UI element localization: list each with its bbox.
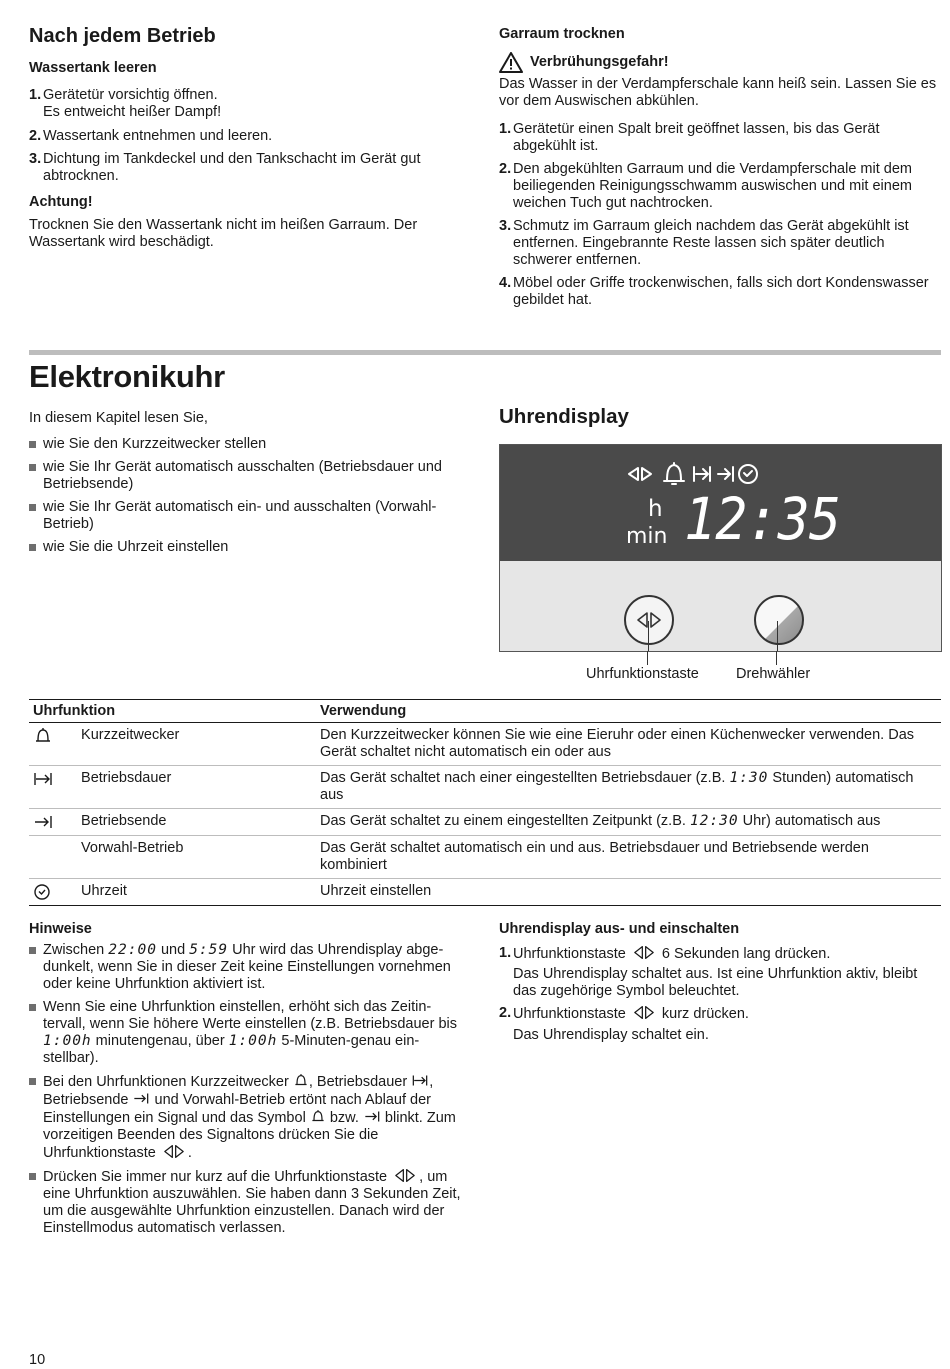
leader-line-left — [648, 621, 649, 651]
hint-text: 5-Minuten-genau einstellbar). — [43, 1033, 420, 1066]
rotary-selector-knob[interactable] — [754, 595, 804, 645]
page-number: 10 — [29, 1352, 46, 1368]
clock-function-table-wrap — [29, 699, 941, 906]
step-item — [499, 945, 939, 1000]
bullet-text: wie Sie den Kurzzeitwecker stellen — [43, 436, 267, 452]
hint-text: blinkt. Zum vorzeitigen Beenden des Signaltons drücken Sie die Uhrfunktionstaste — [43, 1110, 456, 1161]
hinweise-section — [29, 921, 469, 1243]
bullet-text: wie Sie die Uhrzeit einstellen — [43, 539, 229, 555]
left-top-section — [29, 24, 469, 251]
function-name: Betriebsende — [81, 813, 167, 829]
clock-function-arrows-icon — [630, 945, 658, 960]
step-text: Gerätetür vorsichtig öffnen. — [43, 87, 218, 103]
table-header-row — [29, 700, 941, 723]
step-text: Uhrfunktionstaste — [513, 1006, 630, 1022]
hint-text: . — [187, 1145, 192, 1161]
caution-text: Trocknen Sie den Wassertank nicht im heißen Garraum. Der Wassertank wird beschädigt. — [29, 217, 418, 250]
hint-text: Uhr wird das Uhrendisplay abgedunkelt, wenn Sie in dieser Zeit keine Einstellungen vornehmen oder keine Uhrfunktion aktiviert ist. — [43, 942, 451, 992]
hint-text: und Vorwahl-Betrieb ertönt nach Ablauf der Einstellungen ein Signal und das Symbol — [43, 1092, 431, 1126]
square-bullet-icon — [29, 947, 36, 954]
table-header-uhrfunktion: Uhrfunktion — [29, 700, 316, 723]
square-bullet-icon — [29, 1078, 36, 1085]
warning-heading — [499, 52, 939, 73]
bullet-item — [29, 436, 469, 453]
step-number: 4. — [499, 275, 512, 291]
segment-time-value: 1:00h — [43, 1033, 92, 1049]
leader-line-left-ext — [647, 651, 648, 665]
garraum-steps — [499, 121, 939, 309]
table-row — [29, 879, 941, 906]
display-section-title: Uhrendisplay — [499, 405, 629, 428]
step-number: 2. — [29, 128, 42, 144]
segment-time-value: 5:59 — [189, 942, 229, 958]
square-bullet-icon — [29, 1173, 36, 1180]
desc-part: Das Gerät schaltet zu einem eingestellten Zeitpunkt (z.B. — [320, 813, 690, 829]
hint-text: , Betriebsdauer — [308, 1074, 412, 1090]
display-onoff-steps — [499, 945, 939, 1044]
function-description: Das Gerät schaltet automatisch ein und aus. Betriebsdauer und Betriebsende werden kombiniert — [316, 836, 941, 879]
display-onoff-section — [499, 921, 939, 1050]
hint-text: und — [156, 942, 190, 958]
leader-line-right — [777, 621, 778, 651]
table-header-verwendung: Verwendung — [316, 700, 941, 723]
duration-icon — [411, 1073, 429, 1088]
clock-function-button[interactable] — [624, 595, 674, 645]
step-number: 1. — [499, 945, 512, 961]
step-item — [499, 161, 939, 212]
step-text: Schmutz im Garraum gleich nachdem das Gerät abgekühlt ist entfernen. Eingebrannte Reste lassen sich später deutlich schwerer entfernen. — [513, 218, 909, 268]
step-number: 3. — [29, 151, 42, 167]
wassertank-steps — [29, 87, 469, 185]
function-name: Kurzzeitwecker — [81, 727, 180, 743]
function-cell — [29, 766, 316, 809]
warning-triangle-icon — [499, 52, 523, 73]
warning-title: Verbrühungsgefahr! — [530, 54, 669, 70]
step-number: 1. — [29, 87, 42, 103]
hint-item — [29, 942, 469, 993]
bullet-text: wie Sie Ihr Gerät automatisch ausschalten (Betriebsdauer und Betriebsende) — [43, 459, 442, 492]
chapter-intro — [29, 410, 469, 562]
function-description: Den Kurzzeitwecker können Sie wie eine Eieruhr oder einen Küchenwecker verwenden. Das Gerät schaltet nicht automatisch ein oder aus — [316, 723, 941, 766]
step-item — [29, 128, 469, 145]
square-bullet-icon — [29, 464, 36, 471]
bullet-text: wie Sie Ihr Gerät automatisch ein- und ausschalten (Vorwahl-Betrieb) — [43, 499, 437, 532]
function-name: Uhrzeit — [81, 883, 127, 899]
hint-text: , Betriebsende — [43, 1074, 434, 1108]
hint-text: bzw. — [325, 1110, 363, 1126]
function-description: Uhrzeit einstellen — [316, 879, 941, 906]
step-item — [499, 275, 939, 309]
hint-item — [29, 999, 469, 1067]
function-cell — [29, 836, 316, 879]
display-unit-min: min — [626, 524, 668, 549]
chapter-rule — [29, 350, 941, 355]
clock-icon — [33, 883, 53, 901]
step-note: Das Uhrendisplay schaltet aus. Ist eine Uhrfunktion aktiv, bleibt das zugehörige Symbol beleuchtet. — [513, 966, 918, 999]
hint-text: Bei den Uhrfunktionen Kurzzeitwecker — [43, 1074, 293, 1090]
bullet-item — [29, 499, 469, 533]
display-unit-h: h — [648, 496, 663, 522]
hint-text: Wenn Sie eine Uhrfunktion einstellen, erhöht sich das Zeitintervall, wenn Sie höhere Werte einstellen (z.B. Betriebsdauer bis — [43, 999, 458, 1032]
end-time-icon — [33, 813, 53, 831]
clock-function-arrows-icon — [160, 1144, 188, 1159]
bell-icon — [293, 1073, 309, 1088]
hinweise-title: Hinweise — [29, 921, 92, 937]
clock-function-arrows-icon — [635, 611, 663, 629]
step-text: Wassertank entnehmen und leeren. — [43, 128, 273, 144]
step-number: 2. — [499, 161, 512, 177]
table-row — [29, 836, 941, 879]
intro-text: In diesem Kapitel lesen Sie, — [29, 410, 208, 426]
hint-text: , um eine Uhrfunktion auszuwählen. Sie haben dann 3 Sekunden Zeit, um die ausgewählte Uhrfunktion einzustellen. Danach wird der Einstellmodus automatisch verlassen. — [43, 1169, 461, 1236]
segment-time-value: 1:30 — [729, 770, 769, 786]
warning-text: Das Wasser in der Verdampferschale kann heiß sein. Lassen Sie es vor dem Auswischen abkühlen. — [499, 76, 937, 109]
function-description — [316, 766, 941, 809]
subtitle-garraum-trocknen: Garraum trocknen — [499, 26, 625, 42]
segment-time-value: 12:30 — [689, 813, 739, 829]
bell-icon — [33, 727, 53, 745]
step-item — [29, 87, 469, 121]
step-note: Das Uhrendisplay schaltet ein. — [513, 1027, 709, 1043]
empty-icon-slot — [33, 840, 53, 858]
desc-part: Das Gerät schaltet nach einer eingestellten Betriebsdauer (z.B. — [320, 770, 730, 786]
clock-display-screen — [500, 445, 941, 561]
step-number: 1. — [499, 121, 512, 137]
square-bullet-icon — [29, 1004, 36, 1011]
hint-item — [29, 1168, 469, 1237]
hint-item — [29, 1073, 469, 1162]
end-time-icon — [132, 1091, 150, 1106]
step-text: Uhrfunktionstaste — [513, 946, 630, 962]
caution-title: Achtung! — [29, 194, 93, 210]
step-text: Möbel oder Griffe trockenwischen, falls sich dort Kondenswasser gebildet hat. — [513, 275, 929, 308]
hinweise-list — [29, 942, 469, 1237]
step-item — [29, 151, 469, 185]
clock-function-arrows-icon — [391, 1168, 419, 1183]
clock-function-table — [29, 699, 941, 906]
hint-text: Drücken Sie immer nur kurz auf die Uhrfunktionstaste — [43, 1169, 392, 1185]
step-text: Dichtung im Tankdeckel und den Tankschacht im Gerät gut abtrocknen. — [43, 151, 421, 184]
hint-text: Zwischen — [43, 942, 109, 958]
step-item — [499, 1005, 939, 1044]
display-onoff-title: Uhrendisplay aus- und einschalten — [499, 921, 740, 937]
clock-function-arrows-icon — [630, 1005, 658, 1020]
intro-bullets — [29, 436, 469, 556]
function-cell — [29, 809, 316, 836]
step-number: 2. — [499, 1005, 512, 1021]
bullet-item — [29, 459, 469, 493]
table-row — [29, 766, 941, 809]
segment-time-value: 1:00h — [228, 1033, 278, 1049]
leader-line-right-ext — [776, 651, 777, 665]
desc-part: Uhr) automatisch aus — [738, 813, 881, 829]
square-bullet-icon — [29, 504, 36, 511]
label-drehwaehler: Drehwähler — [736, 666, 811, 682]
desc-part: Stunden) automatisch aus — [320, 770, 914, 803]
step-note: Es entweicht heißer Dampf! — [43, 104, 222, 120]
step-item — [499, 121, 939, 155]
display-time-readout: 12:35 — [684, 485, 841, 553]
step-text: Gerätetür einen Spalt breit geöffnet lassen, bis das Gerät abgekühlt ist. — [513, 121, 880, 154]
display-symbol-row — [626, 460, 774, 488]
function-description — [316, 809, 941, 836]
table-row — [29, 723, 941, 766]
step-text: kurz drücken. — [657, 1006, 749, 1022]
function-cell — [29, 879, 316, 906]
section-title-nach-jedem-betrieb: Nach jedem Betrieb — [29, 25, 216, 47]
step-item — [499, 218, 939, 269]
bullet-item — [29, 539, 469, 556]
step-number: 3. — [499, 218, 512, 234]
duration-icon — [33, 770, 53, 788]
chapter-title: Elektronikuhr — [29, 359, 225, 394]
step-text: Den abgekühlten Garraum und die Verdampferschale mit dem beiliegenden Reinigungsschwamm auswischen und mit einem weichen Tuch gut nachtrocken. — [513, 161, 912, 211]
label-uhrfunktionstaste: Uhrfunktionstaste — [586, 666, 699, 682]
bell-icon — [310, 1109, 326, 1124]
square-bullet-icon — [29, 441, 36, 448]
function-cell — [29, 723, 316, 766]
table-row — [29, 809, 941, 836]
square-bullet-icon — [29, 544, 36, 551]
subtitle-wassertank-leeren: Wassertank leeren — [29, 60, 157, 76]
clock-panel-illustration — [499, 444, 942, 652]
segment-time-value: 22:00 — [108, 942, 157, 958]
end-time-icon — [363, 1109, 381, 1124]
hint-text: minutengenau, über — [91, 1033, 229, 1049]
function-name: Betriebsdauer — [81, 770, 172, 786]
right-top-section — [499, 26, 939, 315]
step-text: 6 Sekunden lang drücken. — [657, 946, 831, 962]
function-name: Vorwahl-Betrieb — [81, 840, 184, 856]
